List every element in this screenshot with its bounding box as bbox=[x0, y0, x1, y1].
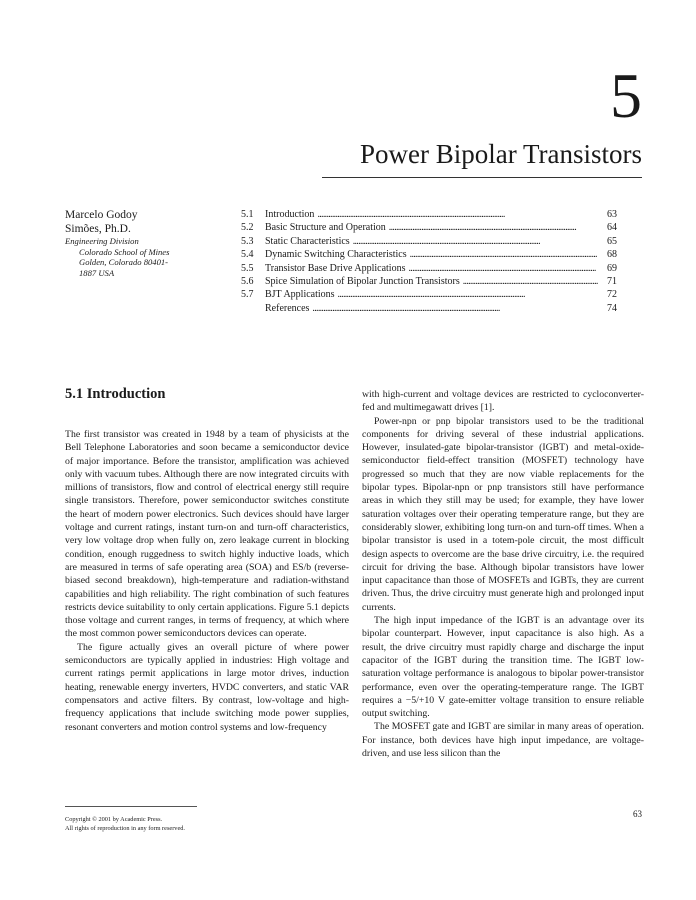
copyright-notice bbox=[65, 815, 185, 833]
toc-title: Transistor Base Drive Applications bbox=[265, 262, 406, 274]
title-rule bbox=[322, 177, 642, 178]
toc-page: 72 bbox=[607, 289, 617, 301]
paragraph: The first transistor was created in 1948 by a team of physicists at the Bell Telephone Laboratories and soon became a semiconductor device of major importance. Before the transistor, amplification was achieved only with vacuum tubes. Although there are now integrated circuits with millions of transistors, flow and control of electrical energy still require single transistors. Therefore, power semiconductor switches constitute the heart of modern power electronics. Such devices should have larger voltage and current ratings, instant turn-on and turn-off characteristics, very low voltage drop when fully on, zero leakage current in blocking condition, enough ruggedness to switch highly inductive loads, which are measured in terms of safe operating area (SOA) and ES/b (reverse-biased second breakdown), high-temperature and radiation-withstand capabilities and high reliability. The right combination of such features restricts device suitability to only certain applications. Figure 5.1 depicts those voltage and current ranges, in terms of frequency, at which where the most common power semiconductors devices can operate. bbox=[65, 429, 349, 640]
toc-number: 5.6 bbox=[241, 275, 254, 287]
toc-number: 5.4 bbox=[241, 249, 254, 261]
paragraph: with high-current and voltage devices are restricted to cycloconverter-fed and multimegawatt drives [1]. bbox=[362, 389, 644, 414]
toc-leader bbox=[463, 275, 598, 288]
section-heading: 5.1 Introduction bbox=[65, 386, 166, 402]
toc-page: 69 bbox=[607, 262, 617, 274]
right-column bbox=[362, 388, 644, 760]
toc-title: Dynamic Switching Characteristics bbox=[265, 249, 407, 261]
toc-entry[interactable] bbox=[241, 275, 617, 288]
toc-number: 5.5 bbox=[241, 262, 254, 274]
paragraph: Power-npn or pnp bipolar transistors used to be the traditional components for driving several of these industrial applications. However, insulated-gate bipolar-transistor (IGBT) and metal-oxide-semiconductor field-effect transition (MOSFET) technology have progressed so much that they are now viable replacements for the bipolar types. Bipolar-npn or pnp transistors still have performance areas in which they still may be used; for example, they have lower saturation voltages over their operating temperature range, but they are considerably slower, exhibiting long turn-on and turn-off times. When a bipolar transistor is used in a totem-pole circuit, the most difficult design aspects to overcome are the base drive circuitry, i.e. the required circuit for driving the base. Although bipolar transistors have lower input capacitance than those of MOSFETs and IGBTs, they are current driven. Thus, the drive circuitry must generate high and prolonged input currents. bbox=[362, 415, 644, 613]
toc-entry[interactable] bbox=[241, 248, 617, 261]
toc-leader bbox=[317, 208, 598, 221]
chapter-number: 5 bbox=[610, 60, 642, 131]
author-name-cont: Simões, Ph.D. bbox=[65, 223, 131, 235]
toc-page: 64 bbox=[607, 222, 617, 234]
toc-number: 5.3 bbox=[241, 235, 254, 247]
affiliation-line: Colorado School of Mines bbox=[79, 246, 170, 257]
toc-entry[interactable] bbox=[241, 208, 617, 221]
toc-title: Spice Simulation of Bipolar Junction Transistors bbox=[265, 275, 460, 287]
left-column bbox=[65, 428, 349, 734]
toc-leader bbox=[312, 302, 598, 315]
author-name: Marcelo Godoy bbox=[65, 209, 138, 221]
toc-page: 71 bbox=[607, 275, 617, 287]
affiliation-line: Engineering Division bbox=[65, 236, 139, 246]
toc-title: Basic Structure and Operation bbox=[265, 222, 386, 234]
toc-page: 74 bbox=[607, 302, 617, 314]
paragraph: The high input impedance of the IGBT is an advantage over its bipolar counterpart. However, input capacitance is also high. As a result, the drive circuitry must rapidly charge and discharge the input capacitor of the IGBT during the transition time. The IGBT low-saturation voltage performance is analogous to bipolar power-transistor performance, even over the operating-temperature range. The IGBT requires a −5/+10 V gate-emitter voltage transition to ensure reliable output switching. bbox=[362, 615, 644, 720]
author-affiliation bbox=[65, 236, 225, 278]
paragraph: The figure actually gives an overall picture of where power semiconductors are typically applied in industries: High voltage and current ratings permit applications in large motor drives, induction heating, renewable energy inverters, HVDC converters, and static VAR compensators and active filters. By contrast, low-voltage and high-frequency applications that include switching mode power supplies, resonant converters and motion control systems and low-frequency bbox=[65, 641, 349, 733]
toc-entry[interactable] bbox=[241, 235, 617, 248]
toc-entry[interactable] bbox=[241, 262, 617, 275]
author-block bbox=[65, 208, 225, 278]
toc-leader bbox=[353, 235, 598, 248]
toc-page: 63 bbox=[607, 209, 617, 220]
toc-title: Introduction bbox=[265, 209, 315, 220]
toc-leader bbox=[389, 221, 598, 234]
table-of-contents bbox=[241, 208, 617, 315]
rights-line: All rights of reproduction in any form reserved. bbox=[65, 825, 185, 832]
toc-leader bbox=[410, 248, 598, 261]
toc-page: 68 bbox=[607, 249, 617, 261]
toc-entry[interactable] bbox=[241, 302, 617, 315]
toc-leader bbox=[338, 288, 598, 301]
toc-number: 5.2 bbox=[241, 222, 254, 234]
toc-number: 5.7 bbox=[241, 289, 254, 301]
toc-title: BJT Applications bbox=[265, 289, 335, 301]
chapter-title: Power Bipolar Transistors bbox=[359, 139, 642, 169]
footnote-rule bbox=[65, 806, 197, 807]
toc-entry[interactable] bbox=[241, 221, 617, 234]
toc-number: 5.1 bbox=[241, 209, 254, 220]
copyright-line: Copyright © 2001 by Academic Press. bbox=[65, 816, 163, 823]
toc-title: Static Characteristics bbox=[265, 235, 350, 247]
affiliation-line: Golden, Colorado 80401- bbox=[79, 257, 169, 267]
affiliation-line: 1887 USA bbox=[79, 267, 115, 278]
page-number: 63 bbox=[633, 809, 642, 819]
toc-page: 65 bbox=[607, 235, 617, 247]
toc-title: References bbox=[265, 302, 310, 314]
toc-number bbox=[241, 302, 265, 315]
paragraph: The MOSFET gate and IGBT are similar in many areas of operation. For instance, both devices have high input impedance, are voltage-driven, and use less silicon than the bbox=[362, 721, 644, 760]
toc-entry[interactable] bbox=[241, 288, 617, 301]
toc-leader bbox=[408, 262, 598, 275]
